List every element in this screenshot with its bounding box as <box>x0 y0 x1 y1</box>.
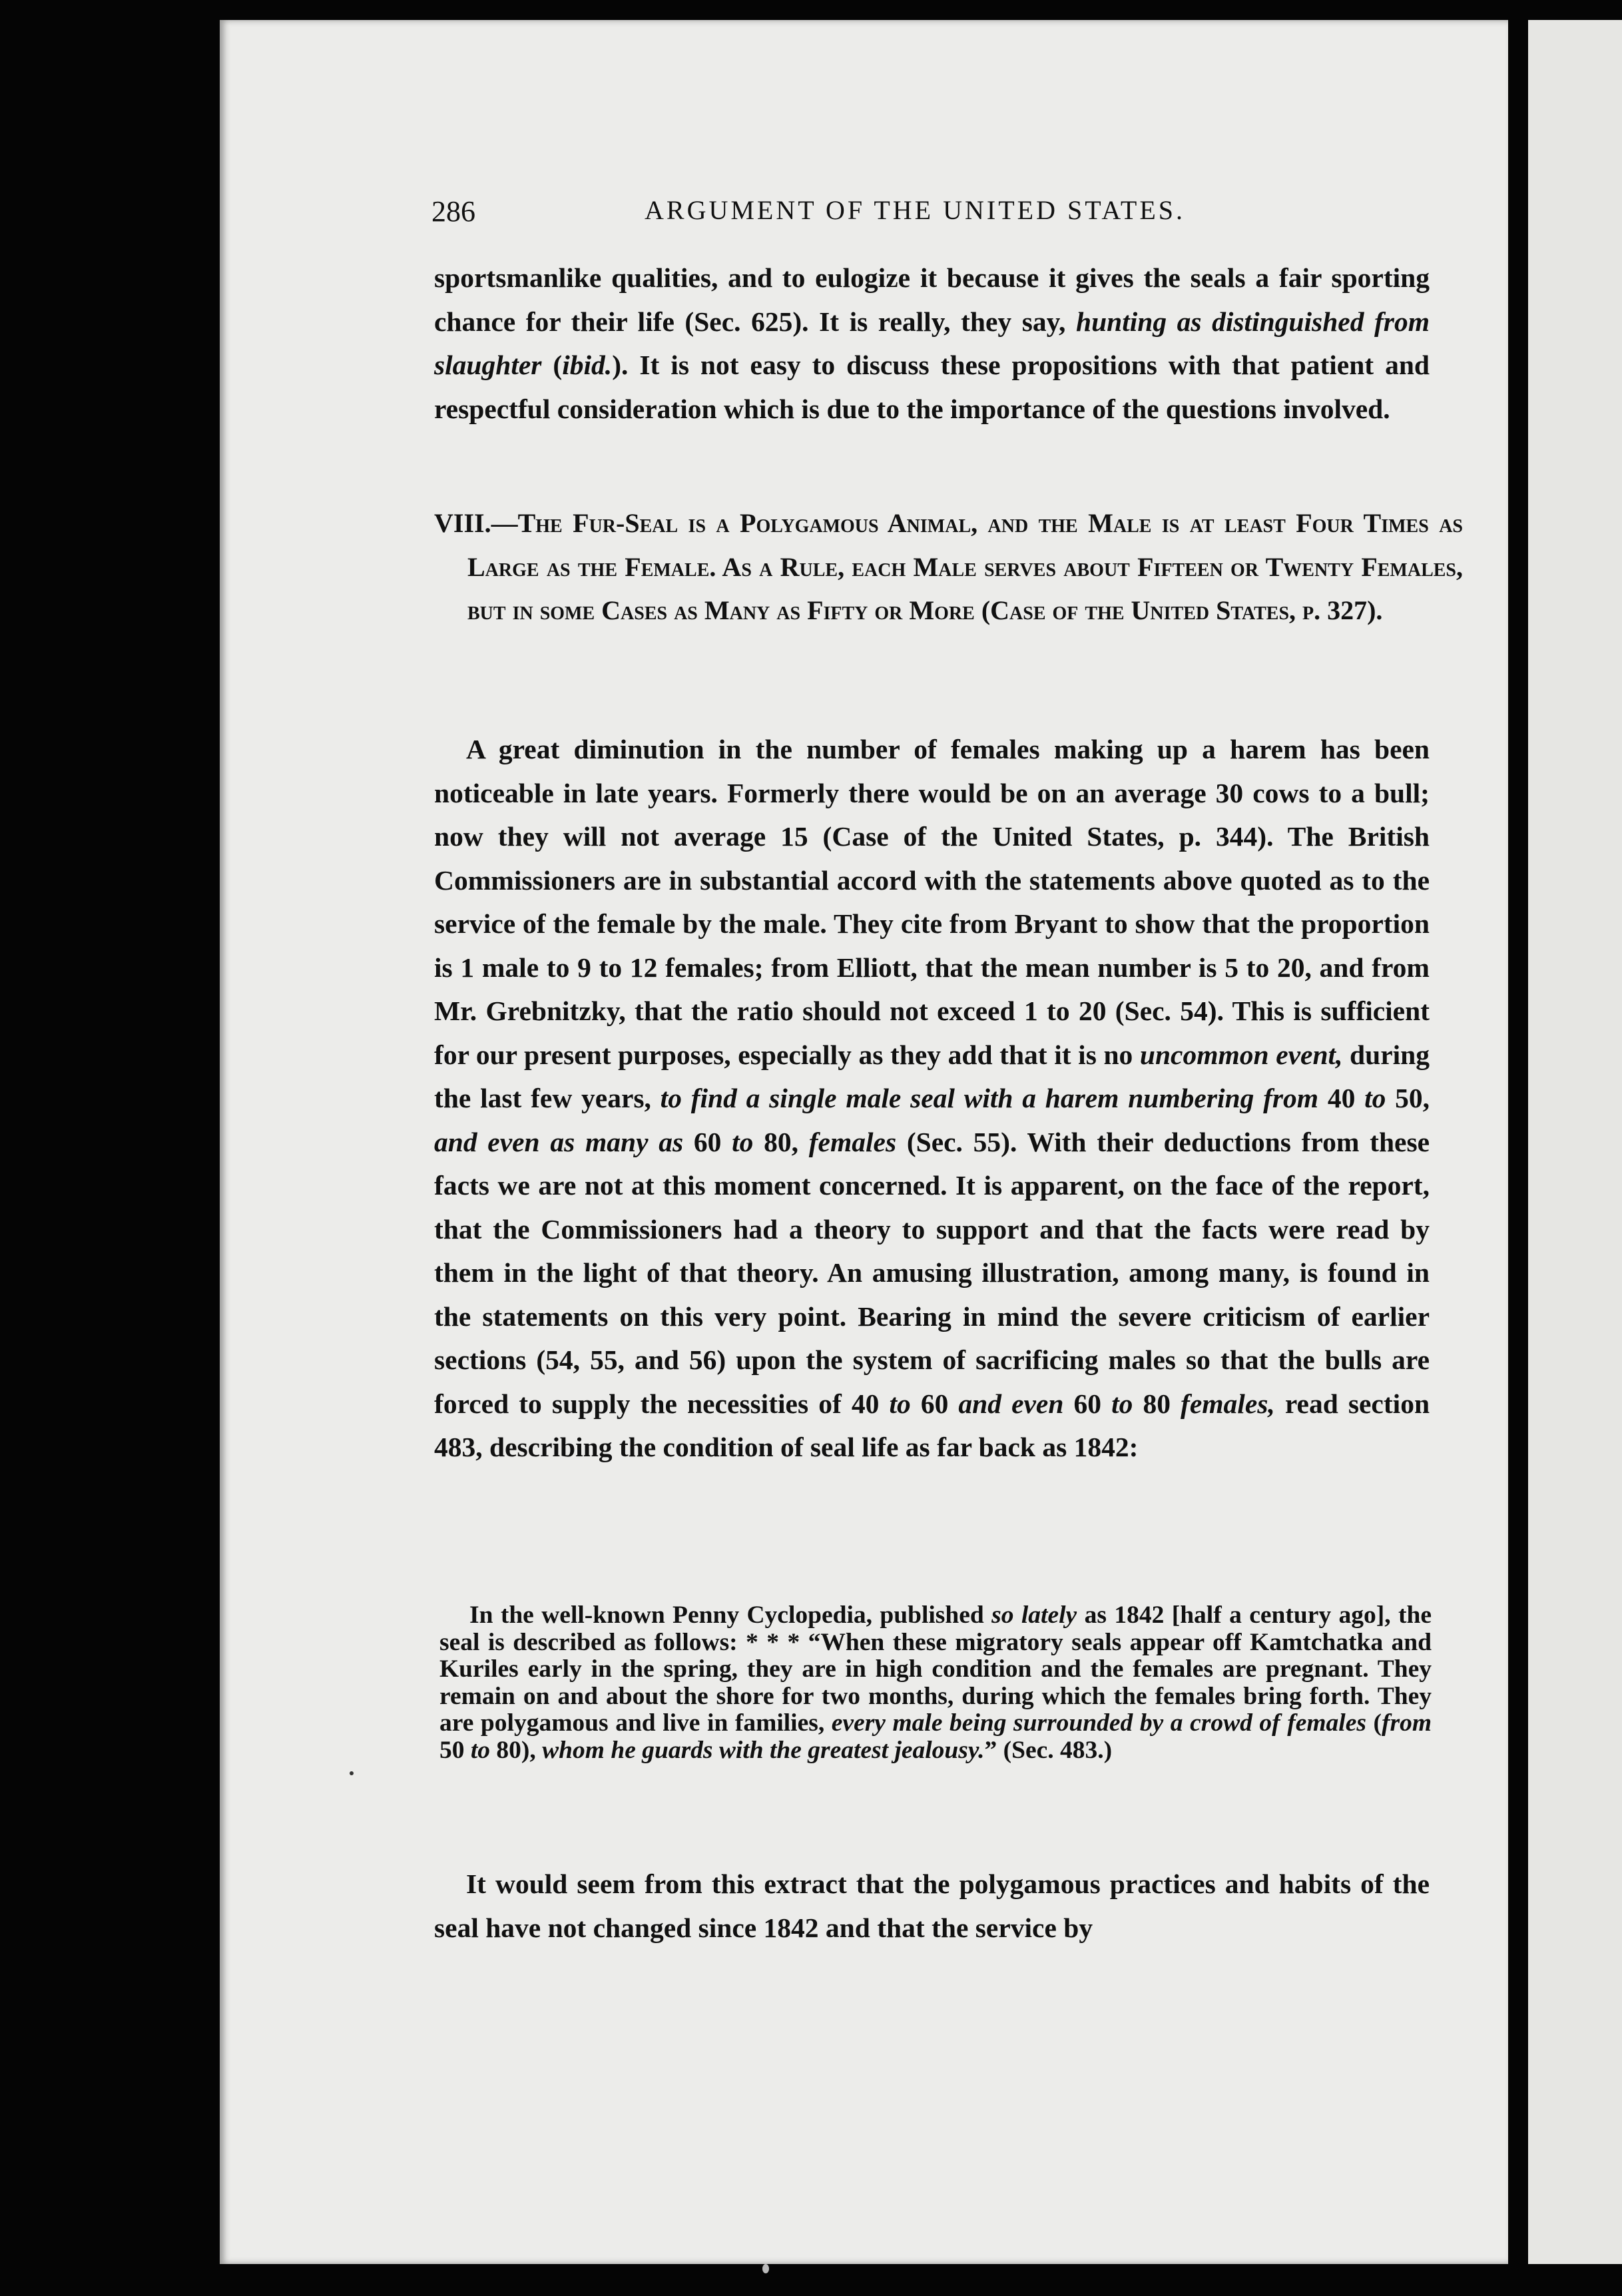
page-number: 286 <box>431 195 475 228</box>
paragraph-3: It would seem from this extract that the polygamous practices and habits of the seal have not changed since 1842 and that the service by <box>434 1868 1430 1943</box>
running-title: ARGUMENT OF THE UNITED STATES. <box>645 195 1185 225</box>
scan-speck <box>350 1771 354 1775</box>
section-heading-text: —The Fur-Seal is a Polygamous Animal, and the Male is at least Four Times as Large as the Female. As a Rule, each Male serves about Fifteen or Twenty Females, but in some Cases as Many as Fifty or More (Case of the United States, p. 327). <box>467 508 1463 625</box>
adjacent-page-edge <box>1528 20 1622 2264</box>
paragraph-1: sportsmanlike qualities, and to eulogize it because it gives the seals a fair sporting chance for their life (Sec. 625). It is really, they say, hunting as distinguished from slaughter (ibid.). It is not easy to discuss these propositions with that patient and respectful consideration which is due to the importance of the questions involved. <box>434 262 1430 424</box>
scan-speck <box>762 2264 769 2273</box>
section-heading <box>434 501 1463 633</box>
block-quote: In the well-known Penny Cyclopedia, published so lately as 1842 [half a century ago], the seal is described as follows: * * * “When these migratory seals appear off Kamtchatka and Kuriles early in the spring, they are in high condition and the females are pregnant. They remain on and about the shore for two months, during which the females bring forth. They are polygamous and live in families, every male being surrounded by a crowd of females (from 50 to 80), whom he guards with the greatest jealousy.” (Sec. 483.) <box>439 1601 1432 1764</box>
section-number: VIII. <box>434 508 491 538</box>
running-head <box>431 194 1230 241</box>
paragraph-2: A great diminution in the number of females making up a harem has been noticeable in late years. Formerly there would be on an average 30 cows to a bull; now they will not average 15 (Case of the United States, p. 344). The British Commissioners are in substantial accord with the statements above quoted as to the service of the female by the male. They cite from Bryant to show that the proportion is 1 male to 9 to 12 females; from Elliott, that the mean number is 5 to 20, and from Mr. Grebnitzky, that the ratio should not exceed 1 to 20 (Sec. 54). This is sufficient for our present purposes, especially as they add that it is no uncommon event, during the last few years, to find a single male seal with a harem numbering from 40 to 50, and even as many as 60 to 80, females (Sec. 55). With their deductions from these facts we are not at this moment concerned. It is apparent, on the face of the report, that the Commissioners had a theory to support and that the facts were read by them in the light of that theory. An amusing illustration, among many, is found in the statements on this very point. Bearing in mind the severe criticism of earlier sections (54, 55, and 56) upon the system of sacrificing males so that the bulls are forced to supply the necessities of 40 to 60 and even 60 to 80 females, read section 483, describing the condition of seal life as far back as 1842: <box>434 734 1430 1462</box>
